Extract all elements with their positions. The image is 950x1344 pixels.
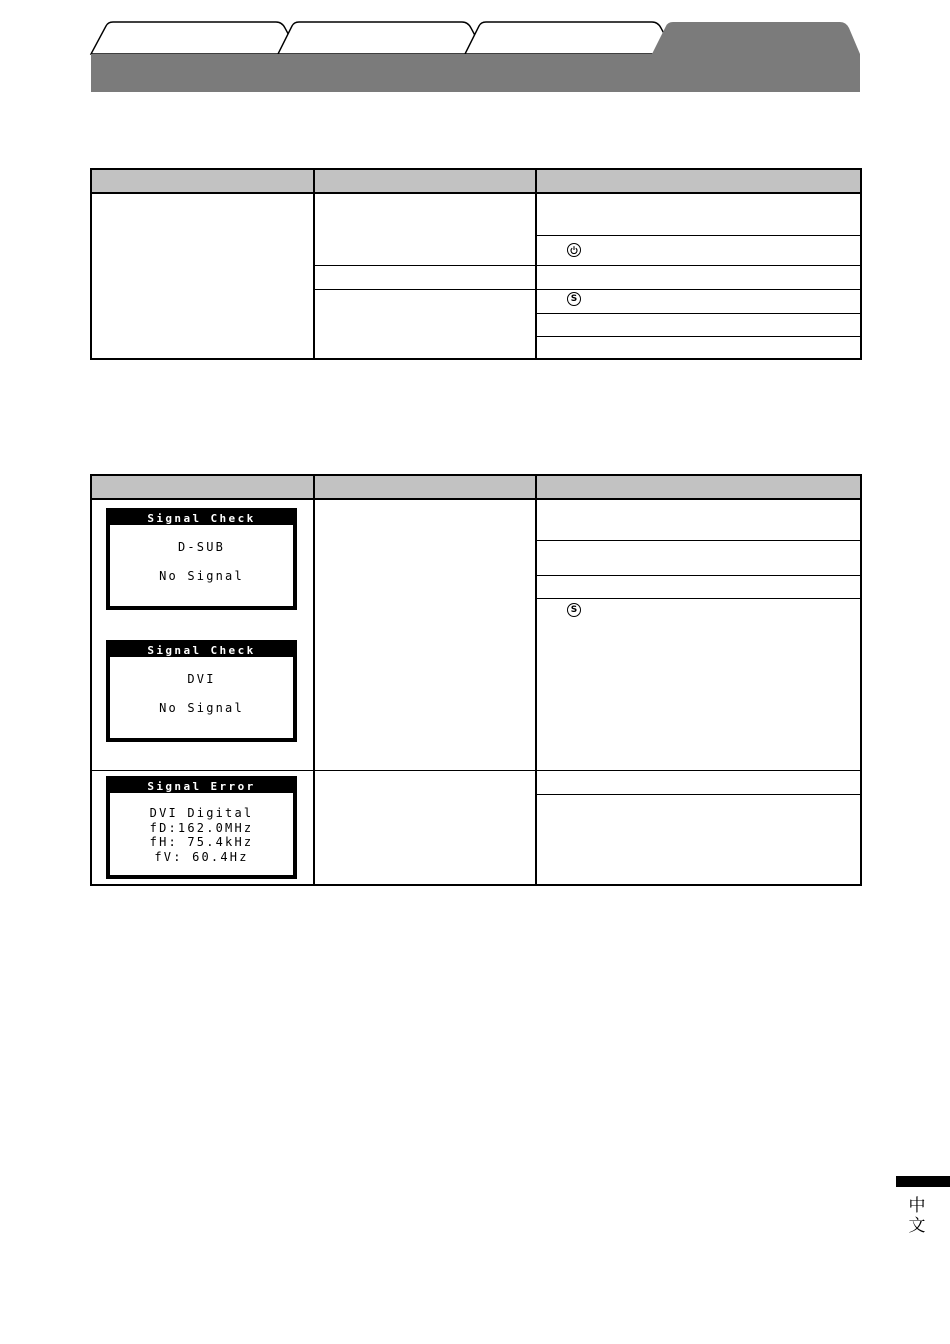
tab-1[interactable] <box>91 22 292 54</box>
osd-line: fH: 75.4kHz <box>149 835 254 849</box>
osd-line: DVI <box>187 672 216 686</box>
table-1-row-line <box>315 265 860 266</box>
osd-line: fD:162.0MHz <box>149 820 254 835</box>
tab-3[interactable] <box>465 22 668 54</box>
table-1-col-divider-2 <box>535 170 537 358</box>
table-1-col-divider-1 <box>313 170 315 358</box>
table-2-row-line <box>537 540 860 541</box>
table-2-header <box>92 476 860 500</box>
power-icon <box>567 243 581 257</box>
table-1-row-line <box>537 235 860 236</box>
osd-line: DVI Digital <box>149 806 254 820</box>
table-2-row-line <box>537 575 860 576</box>
tab-2[interactable] <box>278 22 478 54</box>
table-1-row-line <box>537 336 860 337</box>
s-button-icon: S <box>567 603 581 617</box>
osd-line: fV: 60.4Hz <box>154 849 249 864</box>
language-tab-bar <box>896 1176 950 1187</box>
s-button-icon: S <box>567 292 581 306</box>
header-bar <box>91 54 860 92</box>
osd-signal-check-dsub <box>106 508 297 610</box>
table-1-row-line <box>537 313 860 314</box>
table-2-row-line <box>92 770 860 771</box>
osd-line: No Signal <box>159 568 244 583</box>
table-2-col-divider-1 <box>313 476 315 884</box>
header-tabs <box>0 0 950 100</box>
osd-title: Signal Error <box>110 780 293 793</box>
osd-signal-error <box>106 776 297 879</box>
osd-title: Signal Check <box>110 512 293 525</box>
table-2-row-line <box>537 598 860 599</box>
osd-title: Signal Check <box>110 644 293 657</box>
table-2-row-line <box>537 794 860 795</box>
osd-signal-check-dvi <box>106 640 297 742</box>
troubleshooting-table-1 <box>90 168 862 360</box>
language-label: 中文 <box>908 1196 926 1236</box>
table-1-row-line <box>315 289 860 290</box>
osd-line: D-SUB <box>177 540 226 554</box>
table-1-header <box>92 170 860 194</box>
tab-4-active[interactable] <box>652 22 860 54</box>
osd-line: No Signal <box>159 700 244 715</box>
table-2-col-divider-2 <box>535 476 537 884</box>
